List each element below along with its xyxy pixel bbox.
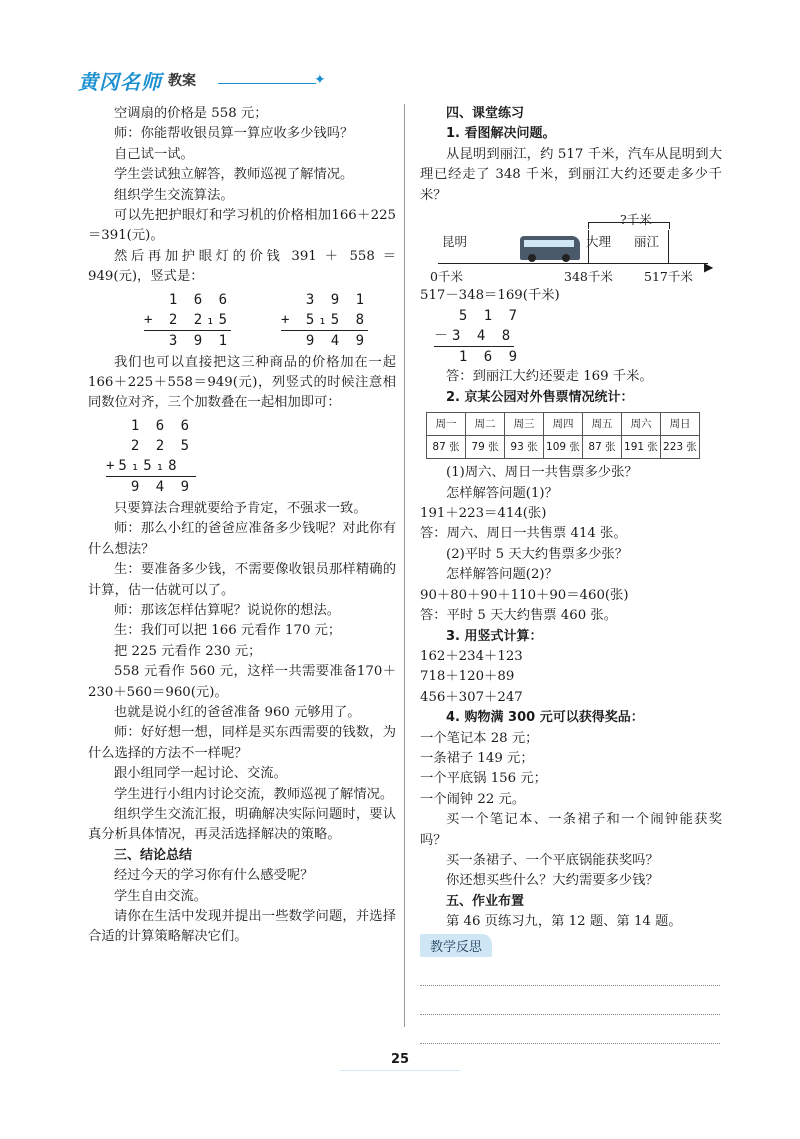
diagram-question: ?千米	[620, 212, 652, 228]
text-paragraph: 然后再加护眼灯的价钱 391 ＋ 558 ＝949(元)，竖式是：	[88, 248, 396, 285]
text-paragraph: 师：好好想一想，同样是买东西需要的钱数，为什么选择的方法不一样呢？	[88, 725, 396, 761]
reflection-box	[420, 934, 720, 1044]
answer: 答：到丽江大约还要走 169 千米。	[446, 369, 653, 385]
text-line: 第 46 页练习九，第 12 题、第 14 题。	[446, 914, 682, 930]
answer: 答：平时 5 天大约售票 460 张。	[420, 608, 618, 624]
question-title: 1. 看图解决问题。	[446, 126, 556, 142]
tick-label: 517千米	[644, 269, 693, 285]
text-paragraph: 只要算法合理就要给予肯定，不强求一致。	[114, 500, 367, 516]
question-title: 4. 购物满 300 元可以获得奖品：	[446, 710, 644, 726]
table-cell: 87 张	[583, 436, 622, 459]
text-line: 你还想买些什么？大约需要多少钱？	[446, 873, 659, 889]
table-row	[427, 413, 700, 436]
page-number-rule	[340, 1070, 460, 1071]
calc-row: + 2 2₁5	[144, 310, 231, 331]
text-line: 自己试一试。	[114, 146, 194, 162]
text-line: (1)周六、周日一共售票多少张？	[446, 465, 638, 481]
marker	[668, 230, 669, 263]
writing-line[interactable]	[420, 957, 720, 986]
text-line: 空调扇的价格是 558 元；	[114, 106, 268, 121]
table-header-cell: 周五	[583, 413, 622, 436]
text-line: 一个闹钟 22 元。	[420, 791, 526, 807]
table-header-cell: 周六	[622, 413, 661, 436]
diagram-city: 昆明	[442, 234, 468, 250]
writing-line[interactable]	[420, 986, 720, 1015]
table-cell: 109 张	[544, 436, 583, 459]
text-line: 学生自由交流。	[114, 888, 208, 904]
ticket-table	[426, 412, 700, 459]
calc-row: 1 6 6	[106, 417, 194, 434]
text-paragraph: 学生进行小组内讨论交流，教师巡视了解情况。	[114, 786, 394, 802]
table-header-cell: 周二	[466, 413, 505, 436]
question-title: 2. 京某公园对外售票情况统计：	[446, 389, 634, 405]
vertical-calc	[434, 306, 522, 367]
section-heading: 三、结论总结	[114, 847, 193, 863]
vertical-calcs-ab	[144, 290, 396, 351]
table-header-cell: 周一	[427, 413, 466, 436]
text-line: 一条裙子 149 元；	[420, 750, 534, 766]
table-cell: 191 张	[622, 436, 661, 459]
text-line: 生：我们可以把 166 元看作 170 元；	[114, 623, 342, 639]
calc-row: 5 1 7	[434, 308, 522, 325]
equation: 456＋307＋247	[420, 689, 523, 705]
text-line: 买一条裙子、一个平底锅能获奖吗？	[446, 852, 659, 868]
table-row	[427, 436, 700, 459]
page-number: 25	[390, 1052, 410, 1067]
table-header-cell: 周日	[661, 413, 700, 436]
table-header-cell: 周四	[544, 413, 583, 436]
arrow-right-icon: ▶	[704, 260, 714, 275]
equation: 162＋234＋123	[420, 648, 523, 664]
table-cell: 87 张	[427, 436, 466, 459]
brand-logo: 黄冈名师	[78, 70, 162, 94]
writing-line[interactable]	[420, 1015, 720, 1044]
tick-label: 348千米	[564, 269, 613, 285]
column-divider	[404, 104, 405, 1027]
table-cell: 79 张	[466, 436, 505, 459]
text-paragraph: 学生尝试独立解答，教师巡视了解情况。	[114, 167, 354, 183]
text-line: 组织学生交流算法。	[114, 187, 234, 203]
calc-row: 3 9 1	[281, 291, 369, 308]
table-cell: 223 张	[661, 436, 700, 459]
answer: 答：周六、周日一共售票 414 张。	[420, 526, 627, 542]
question-title: 3. 用竖式计算：	[446, 628, 543, 644]
text-line: 怎样解答问题(1)？	[446, 485, 558, 501]
text-line: 师：那该怎样估算呢？说说你的想法。	[114, 602, 341, 618]
text-paragraph: 我们也可以直接把这三种商品的价格加在一起 166＋225＋558＝949(元)，列竖式的时候注意相同数位对齐，三个加数叠在一起相加即可：	[88, 354, 396, 411]
text-line: 一个笔记本 28 元；	[420, 730, 539, 746]
text-line: 师：你能帮收银员算一算应收多少钱吗？	[114, 126, 354, 142]
equation: 718＋120＋89	[420, 669, 515, 685]
text-paragraph: 从昆明到丽江，约 517 千米，汽车从昆明到大理已经走了 348 千米，到丽江大约还要走多少千米？	[420, 146, 722, 203]
calc-row: －3 4 8	[434, 326, 514, 347]
vertical-calc	[281, 290, 368, 351]
text-paragraph: 可以先把护眼灯和学习机的价格相加166＋225＝391(元)。	[88, 208, 396, 244]
tick-label: 0千米	[430, 269, 463, 285]
table-header-cell: 周三	[505, 413, 544, 436]
diagram-city: 丽江	[634, 234, 660, 250]
equation: 517－348＝169(千米)	[420, 288, 560, 304]
text-paragraph: 558 元看作 560 元，这样一共需要准备170＋230＋560＝960(元)。	[88, 664, 396, 700]
vertical-calc	[144, 290, 231, 351]
distance-diagram	[428, 210, 718, 284]
text-line: 把 225 元看作 230 元；	[114, 643, 262, 659]
star-icon: ✦	[314, 72, 326, 88]
text-line: 怎样解答问题(2)？	[446, 567, 558, 583]
equation: 191＋223＝414(张)	[420, 506, 547, 522]
brand-tag: 教案	[168, 73, 196, 89]
page-header	[78, 66, 338, 94]
calc-row: 1 6 9	[434, 349, 522, 366]
text-paragraph: 组织学生交流汇报，明确解决实际问题时，要认真分析具体情况，再灵活选择解决的策略。	[88, 806, 396, 843]
vertical-calc	[106, 416, 196, 497]
section-heading: 五、作业布置	[446, 893, 525, 909]
distance-axis	[438, 263, 708, 264]
text-paragraph: 师：那么小红的爸爸应准备多少钱呢？对此你有什么想法？	[88, 521, 396, 557]
right-column	[420, 104, 722, 933]
text-line: 也就是说小红的爸爸准备 960 元够用了。	[114, 704, 361, 720]
diagram-city: 大理	[586, 234, 612, 250]
bus-icon	[520, 236, 580, 260]
calc-row: 2 2 5	[106, 437, 194, 454]
calc-row: 9 4 9	[281, 332, 369, 349]
section-heading: 四、课堂练习	[446, 106, 525, 121]
equation: 90＋80＋90＋110＋90＝460(张)	[420, 587, 629, 603]
calc-row: +5₁5₁8	[106, 456, 196, 477]
diagram-brace	[588, 222, 670, 229]
calc-row: + 5₁5 8	[281, 310, 368, 331]
header-rule	[218, 83, 316, 84]
text-line: (2)平时 5 天大约售票多少张？	[446, 546, 629, 562]
calc-row: 9 4 9	[106, 478, 194, 495]
calc-row: 3 9 1	[144, 332, 232, 349]
text-paragraph: 请你在生活中发现并提出一些数学问题，并选择合适的计算策略解决它们。	[88, 909, 396, 945]
text-paragraph: 生：要准备多少钱，不需要像收银员那样精确的计算，估一估就可以了。	[88, 562, 396, 598]
text-paragraph: 买一个笔记本、一条裙子和一个闹钟能获奖吗？	[420, 812, 722, 848]
text-line: 经过今天的学习你有什么感受呢？	[114, 868, 314, 884]
calc-row: 1 6 6	[144, 291, 232, 308]
table-cell: 93 张	[505, 436, 544, 459]
left-column	[88, 104, 396, 948]
text-line: 一个平底锅 156 元；	[420, 771, 547, 787]
reflection-tag: 教学反思	[420, 934, 492, 957]
text-line: 跟小组同学一起讨论、交流。	[114, 766, 287, 782]
